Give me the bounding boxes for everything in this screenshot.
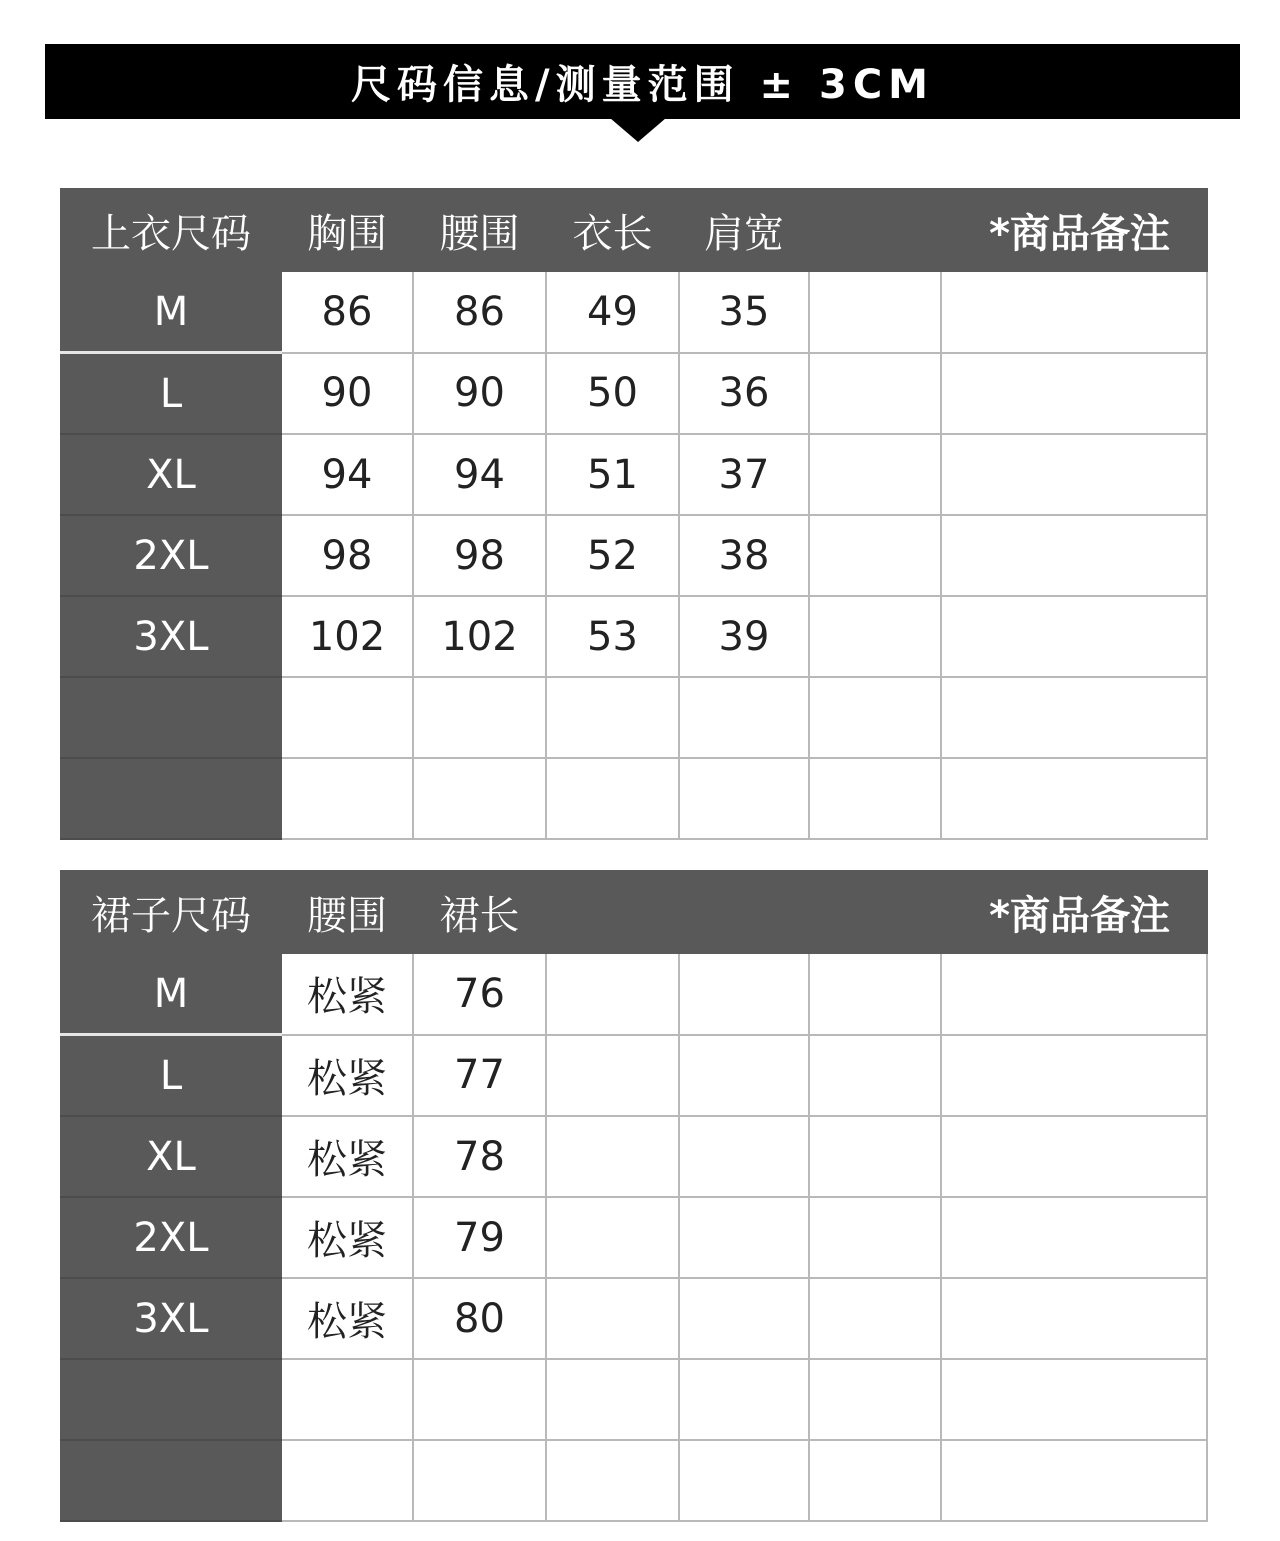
table-cell xyxy=(679,758,809,839)
table-row xyxy=(61,1440,1207,1521)
table-cell: 80 xyxy=(413,1278,546,1359)
table-cell xyxy=(809,1359,941,1440)
table-cell: 39 xyxy=(679,596,809,677)
size-label-cell: M xyxy=(61,271,281,353)
table-cell xyxy=(679,953,809,1035)
size-label-cell: L xyxy=(61,1035,281,1117)
table-cell xyxy=(679,677,809,758)
table-cell xyxy=(809,1035,941,1117)
table-cell xyxy=(679,1278,809,1359)
table-cell xyxy=(679,1116,809,1197)
size-label-cell: 2XL xyxy=(61,1197,281,1278)
table-cell: 49 xyxy=(546,271,679,353)
table-cell xyxy=(809,677,941,758)
table-cell: 松紧 xyxy=(281,953,413,1035)
table-cell: 79 xyxy=(413,1197,546,1278)
size-label-cell: 2XL xyxy=(61,515,281,596)
table-cell: 36 xyxy=(679,353,809,435)
table-cell: 94 xyxy=(413,434,546,515)
column-header xyxy=(679,871,809,953)
table-cell: 52 xyxy=(546,515,679,596)
table-cell xyxy=(809,1440,941,1521)
table-row xyxy=(61,515,1207,596)
table-cell xyxy=(546,1278,679,1359)
table-cell: 90 xyxy=(281,353,413,435)
remark-header: *商品备注 xyxy=(941,871,1207,953)
size-label-cell xyxy=(61,677,281,758)
table-cell xyxy=(809,1116,941,1197)
size-label-cell xyxy=(61,1359,281,1440)
table-row xyxy=(61,1035,1207,1117)
table-cell xyxy=(941,515,1207,596)
size-label-cell: 3XL xyxy=(61,596,281,677)
size-info-banner xyxy=(45,44,1240,119)
table-cell: 77 xyxy=(413,1035,546,1117)
table-row xyxy=(61,758,1207,839)
table-cell: 90 xyxy=(413,353,546,435)
table-cell xyxy=(809,1278,941,1359)
table-cell xyxy=(679,1197,809,1278)
top-size-table xyxy=(60,188,1208,840)
table-cell xyxy=(941,434,1207,515)
table-cell xyxy=(941,271,1207,353)
table-cell xyxy=(413,1440,546,1521)
table-cell xyxy=(413,758,546,839)
column-header: 胸围 xyxy=(281,189,413,271)
table-cell: 松紧 xyxy=(281,1278,413,1359)
column-header xyxy=(809,189,941,271)
table-header-row xyxy=(61,189,1207,271)
table-cell xyxy=(941,353,1207,435)
table-cell: 98 xyxy=(281,515,413,596)
table-cell: 98 xyxy=(413,515,546,596)
table-cell xyxy=(281,1359,413,1440)
table-cell xyxy=(941,1359,1207,1440)
column-header: 腰围 xyxy=(413,189,546,271)
table-cell xyxy=(546,1359,679,1440)
table-cell: 53 xyxy=(546,596,679,677)
table-cell: 38 xyxy=(679,515,809,596)
table-cell xyxy=(546,758,679,839)
column-header: 腰围 xyxy=(281,871,413,953)
table-cell xyxy=(809,953,941,1035)
table-cell xyxy=(546,953,679,1035)
table-cell xyxy=(679,1440,809,1521)
table-cell xyxy=(281,758,413,839)
table-cell: 86 xyxy=(413,271,546,353)
skirt-size-table xyxy=(60,870,1208,1522)
table-cell xyxy=(941,1116,1207,1197)
table-cell xyxy=(546,1035,679,1117)
table-row xyxy=(61,1359,1207,1440)
table-cell: 102 xyxy=(413,596,546,677)
table-cell: 76 xyxy=(413,953,546,1035)
column-header xyxy=(546,871,679,953)
table-cell xyxy=(941,1035,1207,1117)
remark-header: *商品备注 xyxy=(941,189,1207,271)
table-cell: 37 xyxy=(679,434,809,515)
table-cell xyxy=(809,515,941,596)
size-label-cell xyxy=(61,1440,281,1521)
table-cell xyxy=(413,1359,546,1440)
table-cell: 94 xyxy=(281,434,413,515)
table-cell: 78 xyxy=(413,1116,546,1197)
banner-pointer-arrow xyxy=(610,118,666,142)
table-cell xyxy=(809,271,941,353)
size-label-cell: L xyxy=(61,353,281,435)
table-cell xyxy=(413,677,546,758)
column-header: 裙长 xyxy=(413,871,546,953)
table-cell xyxy=(809,758,941,839)
table-cell: 松紧 xyxy=(281,1035,413,1117)
table-cell xyxy=(809,1197,941,1278)
table-cell: 松紧 xyxy=(281,1197,413,1278)
table-cell xyxy=(809,434,941,515)
table-cell: 51 xyxy=(546,434,679,515)
table-cell xyxy=(941,1278,1207,1359)
size-label-cell: XL xyxy=(61,434,281,515)
table-cell: 102 xyxy=(281,596,413,677)
column-header: 裙子尺码 xyxy=(61,871,281,953)
table-row xyxy=(61,596,1207,677)
table-cell xyxy=(941,1440,1207,1521)
banner-title: 尺码信息/测量范围 ± 3CM xyxy=(351,62,934,108)
table-header-row xyxy=(61,871,1207,953)
table-row xyxy=(61,1197,1207,1278)
column-header xyxy=(809,871,941,953)
table-cell xyxy=(941,1197,1207,1278)
table-row xyxy=(61,1116,1207,1197)
column-header: 衣长 xyxy=(546,189,679,271)
table-cell: 86 xyxy=(281,271,413,353)
column-header: 上衣尺码 xyxy=(61,189,281,271)
table-cell xyxy=(941,758,1207,839)
table-cell xyxy=(546,1440,679,1521)
size-label-cell: XL xyxy=(61,1116,281,1197)
table-cell xyxy=(281,677,413,758)
table-cell xyxy=(941,596,1207,677)
table-row xyxy=(61,434,1207,515)
table-cell xyxy=(809,353,941,435)
size-label-cell: 3XL xyxy=(61,1278,281,1359)
size-label-cell xyxy=(61,758,281,839)
table-cell xyxy=(546,1116,679,1197)
table-cell xyxy=(941,953,1207,1035)
table-cell xyxy=(546,677,679,758)
table-cell xyxy=(281,1440,413,1521)
table-cell xyxy=(546,1197,679,1278)
table-cell xyxy=(809,596,941,677)
table-cell: 松紧 xyxy=(281,1116,413,1197)
table-row xyxy=(61,353,1207,435)
table-cell xyxy=(679,1035,809,1117)
table-cell xyxy=(679,1359,809,1440)
column-header: 肩宽 xyxy=(679,189,809,271)
table-row xyxy=(61,953,1207,1035)
size-label-cell: M xyxy=(61,953,281,1035)
table-row xyxy=(61,1278,1207,1359)
table-cell xyxy=(941,677,1207,758)
table-cell: 35 xyxy=(679,271,809,353)
table-row xyxy=(61,677,1207,758)
table-cell: 50 xyxy=(546,353,679,435)
table-row xyxy=(61,271,1207,353)
